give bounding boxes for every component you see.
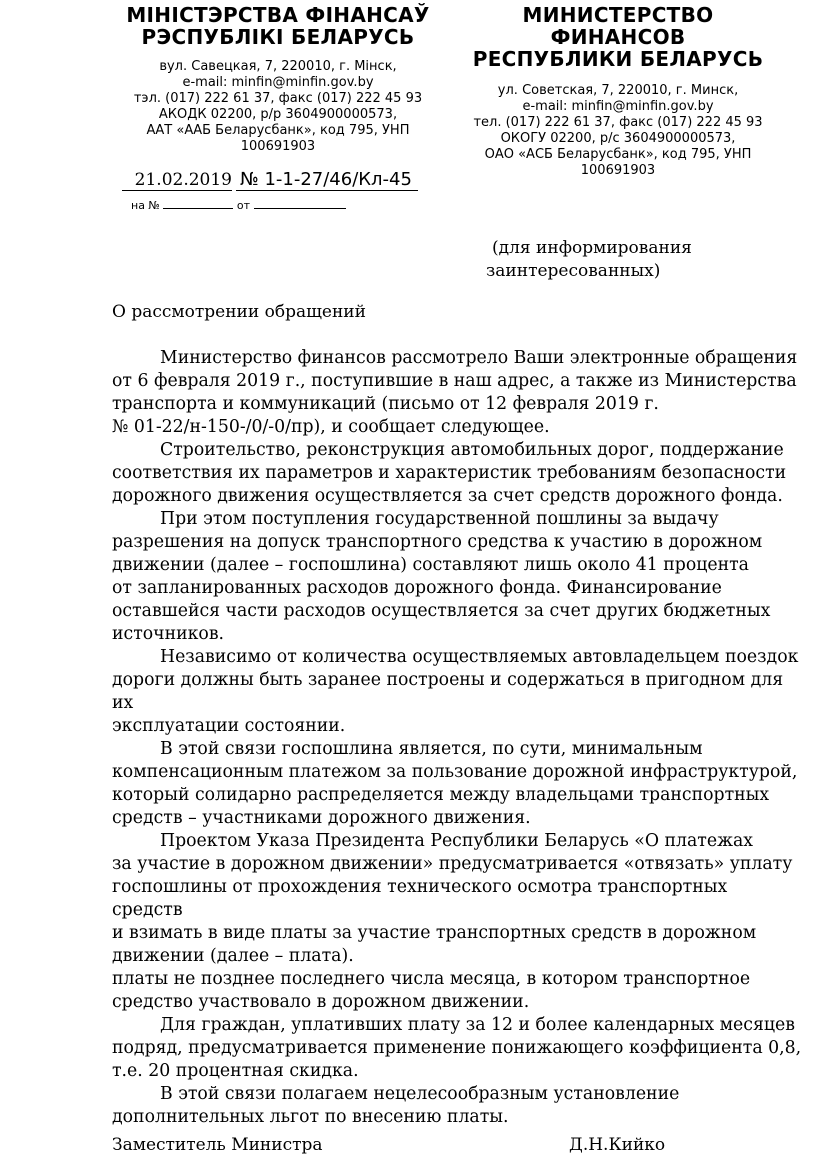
ministry-address-russian: ул. Советская, 7, 220010, г. Минск, e-mail: minfin@minfin.gov.by тел. (017) 222 61 37, факс (017) 222 45 93 ОКОГУ 02200, р/с 3604900000573, ОАО «АСБ Беларусбанк», код 795, УНП 100691903 [473, 83, 763, 178]
registration-line [122, 170, 432, 191]
body-paragraph: В этой связи полагаем нецелесообразным установление дополнительных льгот по внесению платы. [112, 1084, 680, 1127]
letter-date: 21.02.2019 [122, 170, 232, 191]
addressee-block [486, 237, 786, 283]
reference-line [131, 199, 346, 212]
body-paragraph: Для граждан, уплативших плату за 12 и более календарных месяцев подряд, предусматривается применение понижающего коэффициента 0,8, т.е. 20 процентная скидка. [112, 1015, 802, 1081]
reference-number-label: на № [131, 199, 160, 212]
reference-date-label: от [236, 199, 251, 212]
addressee-line-2: заинтересованных) [486, 261, 661, 281]
ministry-name-russian: МИНИСТЕРСТВО ФИНАНСОВ РЕСПУБЛИКИ БЕЛАРУСЬ [472, 3, 764, 71]
signatory-name: Д.Н.Кийко [569, 1135, 666, 1155]
letter-body [112, 347, 802, 1129]
body-paragraph: При этом поступления государственной пошлины за выдачу разрешения на допуск транспортного средства к участию в дорожном движении (далее – госпошлина) составляют лишь около 41 процента от запланированных расходов дорожного фонда. Финансирование оставшейся части расходов осуществляется за счет других бюджетных источников. [112, 509, 771, 644]
ministry-header-russian [448, 4, 788, 179]
ministry-address-belarusian: вул. Савецкая, 7, 220010, г. Мінск, e-mail: minfin@minfin.gov.by тэл. (017) 222 61 37, факс (017) 222 45 93 АКОДК 02200, р/р 3604900000573, ААТ «ААБ Беларусбанк», код 795, УНП 100691903 [133, 59, 423, 154]
ministry-header-belarusian [108, 4, 448, 155]
letter-number: № 1-1-27/46/Кл-45 [236, 170, 418, 191]
body-paragraph: Строительство, реконструкция автомобильных дорог, поддержание соответствия их параметров и характеристик требованиям безопасности дорожного движения осуществляется за счет средств дорожного фонда. [112, 440, 787, 506]
body-paragraph: Министерство финансов рассмотрело Ваши электронные обращения от 6 февраля 2019 г., поступившие в наш адрес, а также из Министерства транспорта и коммуникаций (письмо от 12 февраля 2019 г. № 01-22/н-150-/0/-0/пр), и сообщает следующее. [112, 348, 798, 437]
ministry-name-belarusian: МІНІСТЭРСТВА ФІНАНСАЎ РЭСПУБЛІКІ БЕЛАРУСЬ [126, 3, 430, 49]
body-paragraph: Проектом Указа Президента Республики Беларусь «О платежах за участие в дорожном движении» предусматривается «отвязать» уплату госпошлины от прохождения технического осмотра транспортных средств и взимать в виде платы за участие транспортных средств в дорожном движении (далее – плата). [112, 831, 793, 966]
reference-date-blank [254, 199, 346, 209]
body-paragraph: В этой связи госпошлина является, по сути, минимальным компенсационным платежом за пользование дорожной инфраструктурой, который солидарно распределяется между владельцами транспортных средств – участниками дорожного движения. [112, 739, 798, 828]
body-paragraph: Независимо от количества осуществляемых автовладельцем поездок дороги должны быть заранее построены и содержаться в пригодном для их эксплуатации состоянии. [112, 647, 799, 736]
addressee-line-1: (для информирования [492, 238, 692, 258]
reference-number-blank [163, 199, 233, 209]
letter-subject: О рассмотрении обращений [112, 302, 366, 322]
signatory-position: Заместитель Министра [112, 1135, 323, 1155]
body-paragraph: платы не позднее последнего числа месяца, в котором транспортное средство участвовало в дорожном движении. [112, 969, 751, 1012]
